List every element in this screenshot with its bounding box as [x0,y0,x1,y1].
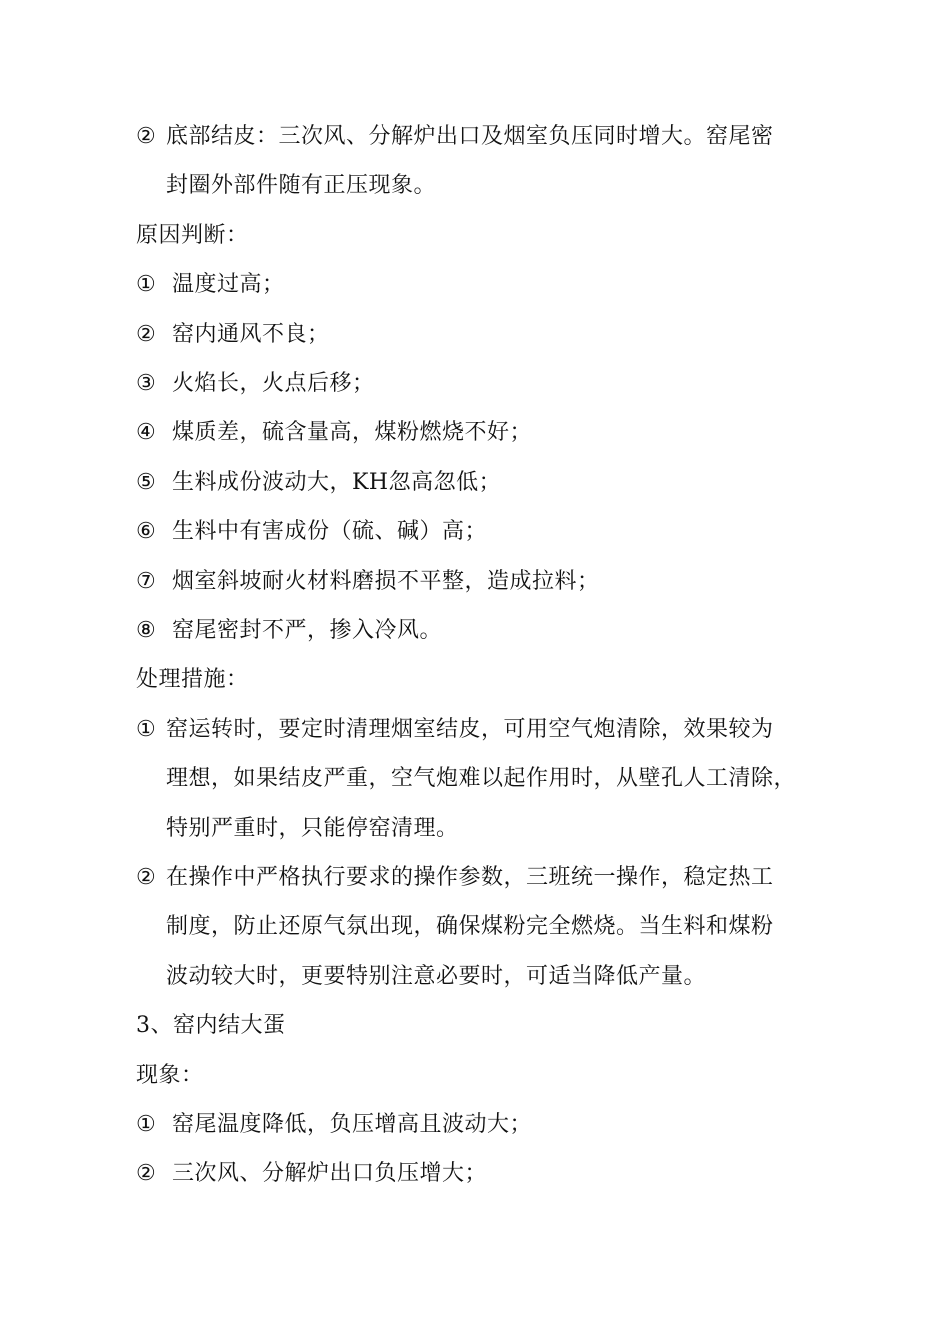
measure-heading: 处理措施： [136,667,249,693]
item-text [166,112,774,211]
phenomenon-item [136,1149,826,1198]
item-marker: ② [136,864,156,890]
item-marker: ② [136,321,156,347]
cause-heading: 原因判断： [136,222,249,248]
phenomenon-heading: 现象： [136,1062,204,1088]
item-text-line: 波动较大时，更要特别注意必要时，可适当降低产量。 [166,963,707,989]
item-text-line: 特别严重时，只能停窑清理。 [166,815,459,841]
item-text-line: 制度，防止还原气氛出现，确保煤粉完全燃烧。当生料和煤粉 [166,914,774,940]
section-heading: 3、窑内结大蛋 [136,1013,286,1039]
cause-item [136,557,826,606]
document-body [136,112,826,1199]
item-text-line: 煤质差，硫含量高，煤粉燃烧不好； [172,420,533,446]
item-text [166,853,774,1001]
cause-item [136,310,826,359]
item-text-line: 温度过高； [172,272,285,298]
item-text-line: 理想，如果结皮严重，空气炮难以起作用时，从壁孔人工清除， [166,766,797,792]
item-marker: ① [136,716,156,742]
item-text-line: 封圈外部件随有正压现象。 [166,173,437,199]
item-text-line: 窑内通风不良； [172,321,330,347]
phenomenon-item [136,1100,826,1149]
item-text-line: 生料中有害成份（硫、碱）高； [172,519,488,545]
item-text-line: 火焰长，火点后移； [172,370,375,396]
measure-item [136,705,826,853]
cause-item [136,507,826,556]
item-text-line: 窑运转时，要定时清理烟室结皮，可用空气炮清除，效果较为 [166,716,774,742]
item-marker: ⑦ [136,568,156,594]
cause-item [136,408,826,457]
item-text [166,705,796,853]
item-marker: ③ [136,370,156,396]
item-text-line: 三次风、分解炉出口负压增大； [172,1161,488,1187]
measure-item [136,853,826,1001]
cause-item [136,606,826,655]
item-marker: ① [136,272,156,298]
item-marker: ② [136,1161,156,1187]
item-text-line: 在操作中严格执行要求的操作参数，三班统一操作，稳定热工 [166,864,774,890]
phenomenon-item-bottom-crust [136,112,826,211]
item-marker: ① [136,1111,156,1137]
cause-item [136,359,826,408]
item-text-line: 窑尾温度降低，负压增高且波动大； [172,1111,533,1137]
item-marker: ④ [136,420,156,446]
cause-item [136,458,826,507]
cause-item [136,260,826,309]
item-marker: ⑤ [136,469,156,495]
item-text-line: 烟室斜坡耐火材料磨损不平整，造成拉料； [172,568,600,594]
item-marker: ② [136,124,156,149]
item-marker: ⑧ [136,618,156,644]
item-text-line: 底部结皮：三次风、分解炉出口及烟室负压同时增大。窑尾密 [166,124,774,149]
item-text-line: 生料成份波动大，KH忽高忽低； [172,469,502,495]
item-marker: ⑥ [136,519,156,545]
item-text-line: 窑尾密封不严，掺入冷风。 [172,618,443,644]
